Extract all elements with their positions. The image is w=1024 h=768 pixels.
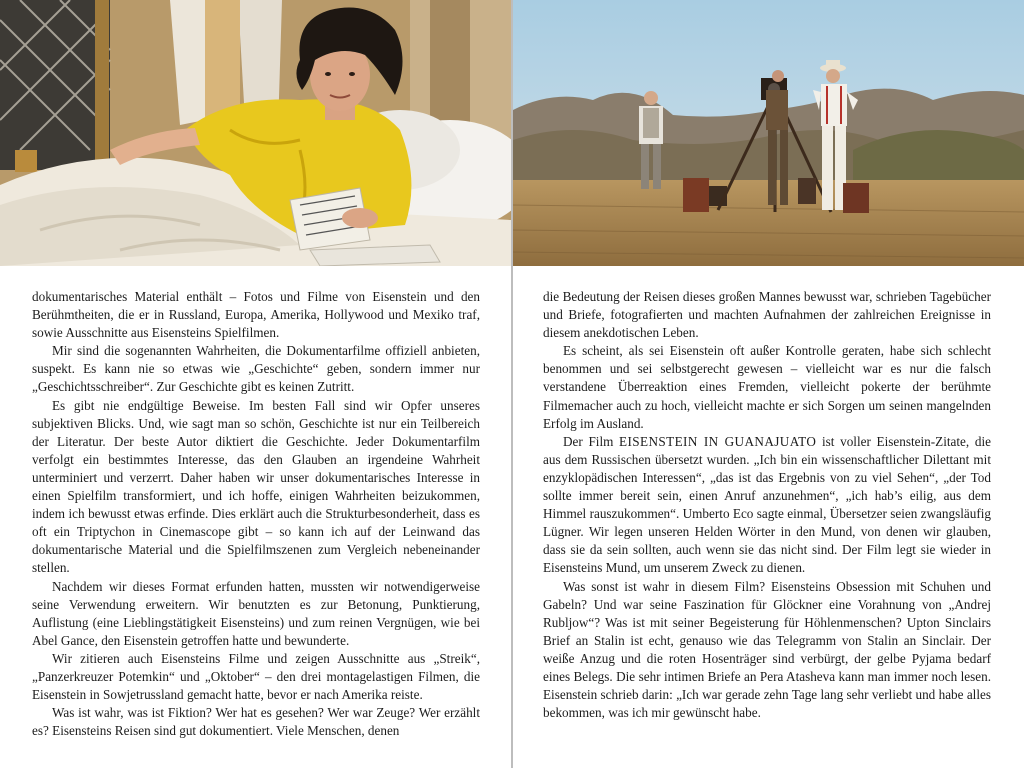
right-body-text	[543, 288, 991, 722]
right-paragraph-3-start: Der Film	[563, 433, 620, 449]
left-body-text	[32, 288, 480, 740]
right-paragraph-3-rest: ist voller Eisenstein-Zitate, die aus dem Russischen übersetzt wurden. „Ich bin ein wissenschaftlicher Dilettant mit enzyklopädischen Interessen“, „das ist das Ergebnis von zu viel Sehen“, „der Tod sollte immer bereit sein, einen Anruf anzunehmen“, „ich hab’s eilig, aus dem Himmel rauszukommen“. Umberto Eco sagte einmal, Übersetzer seien zwangsläufig Lügner. Wir legen unseren Helden Wörter in den Mund, von denen wir glauben, dass sie da sein sollten, auch wenn sie das nicht sind. Der Film legt sie wieder in Eisensteins Mund, um unserem Zweck zu dienen.	[543, 433, 991, 576]
film-title: EISENSTEIN IN GUANAJUATO	[619, 433, 817, 449]
left-paragraph-2: Mir sind die sogenannten Wahrheiten, die Dokumentarfilme offiziell anbieten, suspekt. Es kann nie so etwas wie „Geschichte“ geben, sondern immer nur „Geschichtsschreiber“. Zur Geschichte gibt es keinen Zutritt.	[32, 343, 480, 395]
left-paragraph-1: dokumentarisches Material enthält – Fotos und Filme von Eisenstein und den Berühmtheiten, die er in Russland, Europa, Amerika, Hollywood und Mexiko traf, sowie Ausschnitte aus Eisensteins Spielfilmen.	[32, 289, 480, 341]
right-paragraph-3	[543, 433, 991, 578]
desert-scene-illustration	[513, 0, 1024, 266]
left-paragraph-4: Nachdem wir dieses Format erfunden hatten, mussten wir notwendigerweise seine Verwendung erweitern. Wir benutzten es zur Betonung, Punktierung, Auflistung (eine Lieblingstätigkeit Eisensteins) und zum reinen Vergnügen, wie bei Abel Gance, den Eisenstein getroffen hatte und bewunderte.	[32, 578, 480, 648]
photo-desert-film-crew	[513, 0, 1024, 266]
bed-scene-illustration	[0, 0, 511, 266]
right-paragraph-4: Was sonst ist wahr in diesem Film? Eisensteins Obsession mit Schuhen und Gabeln? Und war seine Faszination für Glöckner eine Vorahnung von „Andrej Rubljow“? Was ist mit seiner Begeisterung für Höhlenmenschen? Upton Sinclairs Brief an Stalin ist echt, genauso wie das Telegramm von Stalin an Sinclair. Der weiße Anzug und die roten Hosenträger sind verbürgt, der gelbe Pyjama bedarf eines Belegs. Die sehr intimen Briefe an Pera Atasheva kann man immer noch lesen. Eisenstein schrieb darin: „Ich war gerade zehn Tage lang sehr verliebt und habe alles bekommen, was ich mir gewünscht habe.	[543, 578, 991, 721]
right-paragraph-1: die Bedeutung der Reisen dieses großen Mannes bewusst war, schrieben Tagebücher und Briefe, fotografierten und machten Aufnahmen der zahlreichen Ereignisse in diesem anekdotischen Leben.	[543, 289, 991, 341]
photo-man-in-bed	[0, 0, 511, 266]
left-paragraph-3: Es gibt nie endgültige Beweise. Im besten Fall sind wir Opfer unseres subjektiven Blicks. Und, wie sagt man so schön, Geschichte ist nur ein Teilbereich der Literatur. Der beste Autor diktiert die Geschichte. Jeder Dokumentarfilm verfolgt ein bestimmtes Interesse, das den Glauben an irgendeine Wahrheit unterminiert und verzerrt. Daher haben wir unser dokumentarisches Interesse in einen Spielfilm transformiert, und ich hoffe, einigen Wahrheiten beizukommen, indem ich bewusst etwas erfinde. Dies erklärt auch die Strukturbesonderheit, dass es oft ein Triptychon in Cinemascope gibt – so kann ich auf der Leinwand das dokumentarische Material und die Spielfilmszenen zum Vergleich nebeneinander stellen.	[32, 397, 480, 576]
right-paragraph-2: Es scheint, als sei Eisenstein oft außer Kontrolle geraten, habe sich schlecht benommen und sei selbstgerecht gewesen – vielleicht war es nur die falsch verstandene Überreaktion eines Fremden, vielleicht pokerte der berühmte Filmemacher auch zu hoch, vielleicht machte er sich Sorgen um seinen mangelnden Erfolg im Ausland.	[543, 343, 991, 431]
left-paragraph-5: Wir zitieren auch Eisensteins Filme und zeigen Ausschnitte aus „Streik“, „Panzerkreuzer Potemkin“ und „Oktober“ – den drei montagelastigen Filmen, die Eisenstein in Sowjetrussland gemacht hatte, bevor er nach Amerika reiste.	[32, 650, 480, 703]
left-page	[0, 0, 511, 768]
left-paragraph-6: Was ist wahr, was ist Fiktion? Wer hat es gesehen? Wer war Zeuge? Wer erzählt es? Eisensteins Reisen sind gut dokumentiert. Viele Menschen, denen	[32, 705, 480, 739]
right-page	[513, 0, 1024, 768]
